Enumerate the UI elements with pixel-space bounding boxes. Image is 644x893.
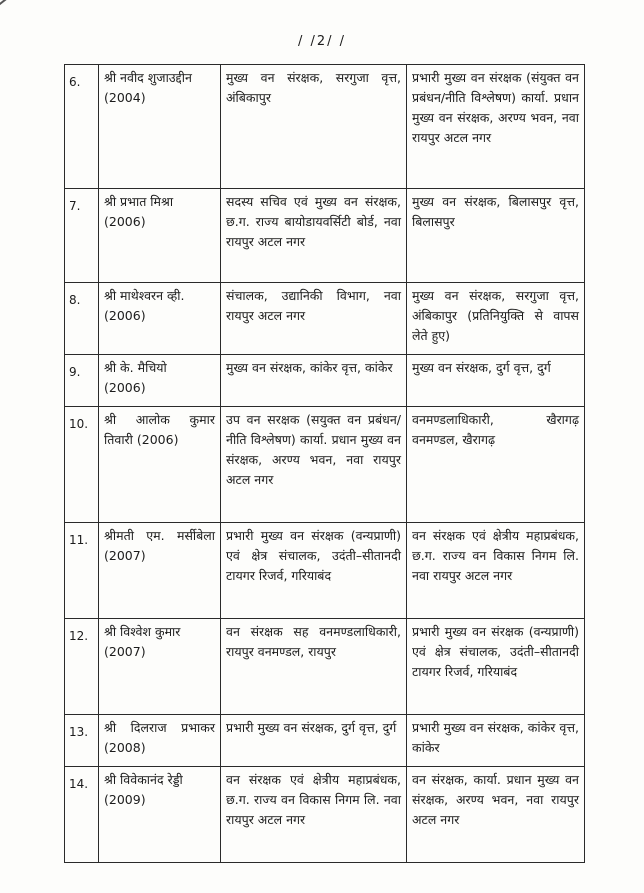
transfer-table	[64, 64, 585, 863]
new-posting: प्रभारी मुख्य वन संरक्षक, कांकेर वृत्त, कांकेर	[407, 715, 585, 767]
officer-name	[99, 619, 221, 715]
new-posting: मुख्य वन संरक्षक, दुर्ग वृत्त, दुर्ग	[407, 355, 585, 407]
table-row	[65, 283, 585, 355]
name-text: श्री विवेकानंद रेड्डी	[104, 772, 183, 787]
officer-name	[99, 523, 221, 619]
table-row	[65, 65, 585, 189]
new-posting: मुख्य वन संरक्षक, बिलासपुर वृत्त, बिलासपुर	[407, 189, 585, 283]
officer-name	[99, 283, 221, 355]
officer-name	[99, 715, 221, 767]
current-posting: वन संरक्षक एवं क्षेत्रीय महाप्रबंधक, छ.ग. राज्य वन विकास निगम लि. नवा रायपुर अटल नगर	[221, 767, 407, 863]
batch-year: (2006)	[104, 214, 146, 229]
table-row	[65, 767, 585, 863]
table-row	[65, 355, 585, 407]
serial-number: 13.	[65, 715, 99, 767]
officer-name	[99, 355, 221, 407]
officer-name	[99, 767, 221, 863]
officer-name	[99, 189, 221, 283]
current-posting: संचालक, उद्यानिकी विभाग, नवा रायपुर अटल नगर	[221, 283, 407, 355]
current-posting: प्रभारी मुख्य वन संरक्षक, दुर्ग वृत्त, दुर्ग	[221, 715, 407, 767]
scan-edge-mark	[0, 0, 23, 8]
serial-number: 9.	[65, 355, 99, 407]
serial-number: 14.	[65, 767, 99, 863]
name-text: श्री आलोक कुमार तिवारी	[104, 412, 215, 447]
current-posting: प्रभारी मुख्य वन संरक्षक (वन्यप्राणी) एवं क्षेत्र संचालक, उदंती–सीतानदी टायगर रिजर्व, गरियाबंद	[221, 523, 407, 619]
new-posting: वन संरक्षक, कार्या. प्रधान मुख्य वन संरक्षक, अरण्य भवन, नवा रायपुर अटल नगर	[407, 767, 585, 863]
officer-name	[99, 407, 221, 523]
new-posting: प्रभारी मुख्य वन संरक्षक (संयुक्त वन प्रबंधन/नीति विश्लेषण) कार्या. प्रधान मुख्य वन संरक्षक, अरण्य भवन, नवा रायपुर अटल नगर	[407, 65, 585, 189]
name-text: श्रीमती एम. मर्सीबेला	[104, 528, 215, 543]
name-text: श्री प्रभात मिश्रा	[104, 194, 174, 209]
table-row	[65, 523, 585, 619]
officer-name	[99, 65, 221, 189]
new-posting: वनमण्डलाधिकारी, खैरागढ़ वनमण्डल, खैरागढ़	[407, 407, 585, 523]
table-row	[65, 715, 585, 767]
serial-number: 12.	[65, 619, 99, 715]
name-text: श्री माथेश्वरन व्ही.	[104, 288, 185, 303]
batch-year: (2004)	[104, 90, 146, 105]
page-number: / /2/ /	[297, 34, 347, 49]
current-posting: उप वन सरक्षक (सयुक्त वन प्रबंधन/नीति विश्लेषण) कार्या. प्रधान मुख्य वन संरक्षक, अरण्य भवन, नवा रायपुर अटल नगर	[221, 407, 407, 523]
name-text: श्री दिलराज प्रभाकर	[104, 720, 215, 735]
serial-number: 11.	[65, 523, 99, 619]
serial-number: 7.	[65, 189, 99, 283]
serial-number: 10.	[65, 407, 99, 523]
batch-year: (2006)	[104, 380, 146, 395]
batch-year: (2007)	[104, 548, 146, 563]
batch-year: (2006)	[104, 308, 146, 323]
new-posting: मुख्य वन संरक्षक, सरगुजा वृत्त, अंबिकापुर (प्रतिनियुक्ति से वापस लेते हुए)	[407, 283, 585, 355]
name-text: श्री विश्वेश कुमार	[104, 624, 181, 639]
table-row	[65, 619, 585, 715]
current-posting: मुख्य वन संरक्षक, सरगुजा वृत्त, अंबिकापुर	[221, 65, 407, 189]
new-posting: प्रभारी मुख्य वन संरक्षक (वन्यप्राणी) एवं क्षेत्र संचालक, उदंती–सीतानदी टायगर रिजर्व, गरियाबंद	[407, 619, 585, 715]
current-posting: मुख्य वन संरक्षक, कांकेर वृत्त, कांकेर	[221, 355, 407, 407]
current-posting: वन संरक्षक सह वनमण्डलाधिकारी, रायपुर वनमण्डल, रायपुर	[221, 619, 407, 715]
new-posting: वन संरक्षक एवं क्षेत्रीय महाप्रबंधक, छ.ग. राज्य वन विकास निगम लि. नवा रायपुर अटल नगर	[407, 523, 585, 619]
table-row	[65, 189, 585, 283]
name-text: श्री के. मैचियो	[104, 360, 167, 375]
serial-number: 6.	[65, 65, 99, 189]
batch-year: (2009)	[104, 792, 146, 807]
serial-number: 8.	[65, 283, 99, 355]
table-row	[65, 407, 585, 523]
batch-year: (2007)	[104, 644, 146, 659]
batch-year: (2008)	[104, 740, 146, 755]
current-posting: सदस्य सचिव एवं मुख्य वन संरक्षक, छ.ग. राज्य बायोडायवर्सिटी बोर्ड, नवा रायपुर अटल नगर	[221, 189, 407, 283]
name-text: श्री नवीद शुजाउद्दीन	[104, 70, 192, 85]
batch-year: (2006)	[136, 432, 179, 447]
